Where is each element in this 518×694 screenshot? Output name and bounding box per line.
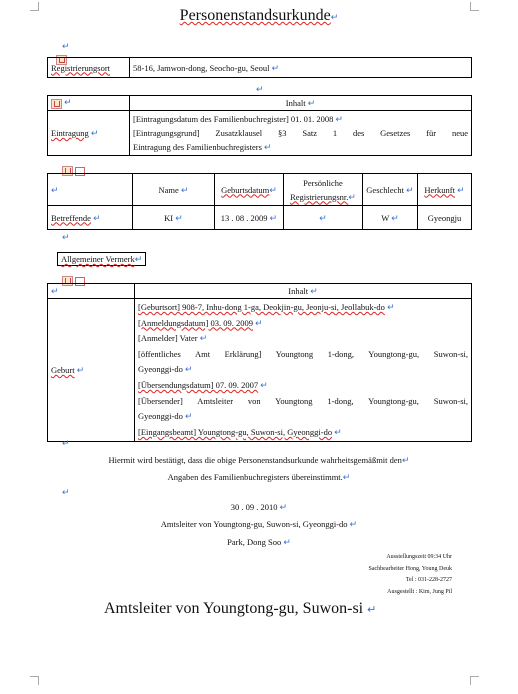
birth-line: [öffentliches Amt Erklärung] Youngtong 1-dong, Youngtong-gu, Suwon-si, <box>138 348 468 359</box>
entry-line: Eintragung des Familienbuchregisters ↵ <box>133 142 272 152</box>
crop-mark-bottom-left <box>30 676 39 685</box>
official-title: Amtsleiter von Youngtong-gu, Suwon-si, Gyeonggi-do ↵ <box>160 519 358 529</box>
person-name: KI ↵ <box>133 206 215 230</box>
person-origin: Gyeongju <box>418 206 472 230</box>
issuing-details <box>300 552 452 598</box>
person-header-origin: Herkunft ↵ <box>418 174 472 206</box>
birth-line: [Geburtsort] 908-7, Inhu-dong 1-ga, Deokjin-gu, Jeonju-si, Jeollabuk-do ↵ <box>138 302 395 312</box>
official-stamp-text: Amtsleiter von Youngtong-gu, Suwon-si ↵ <box>104 600 377 617</box>
birth-line: [Übersender] Amtsleiter von Youngtong 1-dong, Youngtong-gu, Suwon-si, <box>138 395 468 406</box>
person-corner: ↵ <box>48 174 133 206</box>
paragraph-mark: ↵ <box>256 84 264 94</box>
general-remark: Allgemeiner Vermerk↵ <box>57 252 146 266</box>
clerk-phone: Tel : 031-228-2727 <box>405 577 452 583</box>
paragraph-mark: ↵ <box>62 41 70 51</box>
birth-line: Gyeonggi-do ↵ <box>138 364 193 375</box>
birth-table <box>47 283 472 442</box>
document-title: Personenstandsurkunde↵ <box>179 7 339 24</box>
entry-content <box>130 111 472 156</box>
entry-row-label: Eintragung ↵ <box>48 111 130 156</box>
issue-time: Ausstellungszeit 09:34 Uhr <box>386 554 452 560</box>
entry-table <box>47 95 472 156</box>
entry-line: [Eintragungsdatum des Familienbuchregister] 01. 01. 2008 ↵ <box>133 114 344 124</box>
birth-line: [Eingangsbeamt] Youngtong-gu, Suwon-si, Gyeonggi-do ↵ <box>138 426 342 437</box>
person-row-label: Betreffende ↵ <box>48 206 133 230</box>
person-regnr: ↵ <box>284 206 363 230</box>
registration-table <box>47 57 472 78</box>
crop-mark-bottom-right <box>470 676 479 685</box>
person-header-regnr: Persönliche Registrierungsnr.↵ <box>284 174 363 206</box>
paragraph-mark: ↵ <box>62 232 70 242</box>
person-header-name: Name ↵ <box>133 174 215 206</box>
person-header-birthdate: Geburtsdatum↵ <box>215 174 284 206</box>
certification-text: Hiermit wird bestätigt, dass die obige Personenstandsurkunde wahrheitsgemäßmit den↵ Angaben des Familienbuchregisters übereinstimmt.↵ <box>108 455 410 482</box>
official-name: Park, Dong Soo ↵ <box>227 537 291 547</box>
table-anchor-icon <box>51 99 62 109</box>
birth-header: Inhalt ↵ <box>135 284 472 299</box>
clerk-name: Sachbearbeiter Hong, Young Deuk <box>368 565 452 572</box>
issue-date: 30 . 09 . 2010 ↵ <box>230 502 288 512</box>
birth-line: [Anmelder] Vater ↵ <box>138 333 208 344</box>
person-table <box>47 173 472 230</box>
person-header-sex: Geschlecht ↵ <box>363 174 418 206</box>
entry-line: [Eintragungsgrund] Zusatzklausel §3 Satz 1 des Gesetzes für neue <box>133 128 468 138</box>
person-sex: W ↵ <box>363 206 418 230</box>
birth-row-label: Geburt ↵ <box>48 299 135 442</box>
paragraph-mark: ↵ <box>62 487 70 497</box>
issued-by: Ausgestellt : Kim, Jung Pil <box>387 588 452 595</box>
paragraph-mark: ↵ <box>62 438 70 448</box>
birth-corner: ↵ <box>48 284 135 299</box>
entry-corner: ↵ <box>48 96 130 111</box>
registration-value: 58-16, Jamwon-dong, Seocho-gu, Seoul ↵ <box>130 58 472 78</box>
birth-line: Gyeonggi-do ↵ <box>138 411 193 422</box>
birth-line: [Anmeldungsdatum] 03. 09. 2009 ↵ <box>138 317 263 328</box>
birth-line: [Übersendungsdatum] 07. 09. 2007 ↵ <box>138 379 268 390</box>
birth-content <box>135 299 472 442</box>
registration-label: Registrierungsort <box>48 58 130 78</box>
person-birthdate: 13 . 08 . 2009 ↵ <box>215 206 284 230</box>
paragraph-mark: ↵ <box>330 12 339 22</box>
entry-header: Inhalt ↵ <box>130 96 472 111</box>
